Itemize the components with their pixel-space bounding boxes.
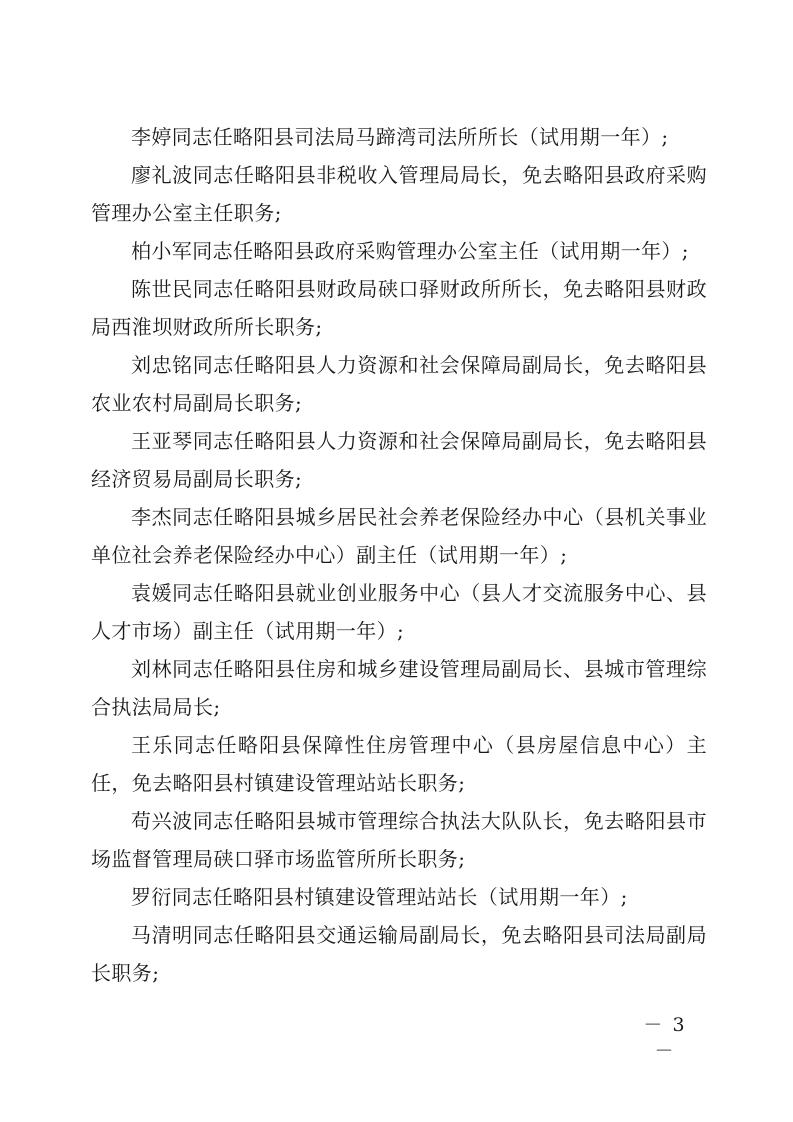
paragraph-appointment-10: 王乐同志任略阳县保障性住房管理中心（县房屋信息中心）主任，免去略阳县村镇建设管理站站长职务; <box>91 733 707 795</box>
paragraph-appointment-5: 刘忠铭同志任略阳县人力资源和社会保障局副局长，免去略阳县农业农村局副局长职务; <box>91 353 707 415</box>
paragraph-appointment-11: 苟兴波同志任略阳县城市管理综合执法大队队长，免去略阳县市场监督管理局硖口驿市场监管所所长职务; <box>91 809 707 871</box>
document-body <box>91 118 707 992</box>
paragraph-appointment-1: 李婷同志任略阳县司法局马蹄湾司法所所长（试用期一年）; <box>131 125 669 149</box>
paragraph-appointment-9: 刘林同志任略阳县住房和城乡建设管理局副局长、县城市管理综合执法局局长; <box>91 657 707 719</box>
paragraph-appointment-4: 陈世民同志任略阳县财政局硖口驿财政所所长，免去略阳县财政局西淮坝财政所所长职务; <box>91 277 707 339</box>
paragraph-appointment-3: 柏小军同志任略阳县政府采购管理办公室主任（试用期一年）; <box>131 239 689 263</box>
paragraph-appointment-12: 罗衍同志任略阳县村镇建设管理站站长（试用期一年）; <box>131 885 628 909</box>
paragraph-appointment-13: 马清明同志任略阳县交通运输局副局长，免去略阳县司法局副局长职务; <box>91 923 707 985</box>
paragraph-appointment-8: 袁媛同志任略阳县就业创业服务中心（县人才交流服务中心、县人才市场）副主任（试用期一年）; <box>91 581 707 643</box>
paragraph-appointment-7: 李杰同志任略阳县城乡居民社会养老保险经办中心（县机关事业单位社会养老保险经办中心）副主任（试用期一年）; <box>91 505 707 567</box>
page-number: － 3 － <box>643 1014 687 1062</box>
paragraph-appointment-2: 廖礼波同志任略阳县非税收入管理局局长，免去略阳县政府采购管理办公室主任职务; <box>91 163 707 225</box>
paragraph-appointment-6: 王亚琴同志任略阳县人力资源和社会保障局副局长，免去略阳县经济贸易局副局长职务; <box>91 429 707 491</box>
